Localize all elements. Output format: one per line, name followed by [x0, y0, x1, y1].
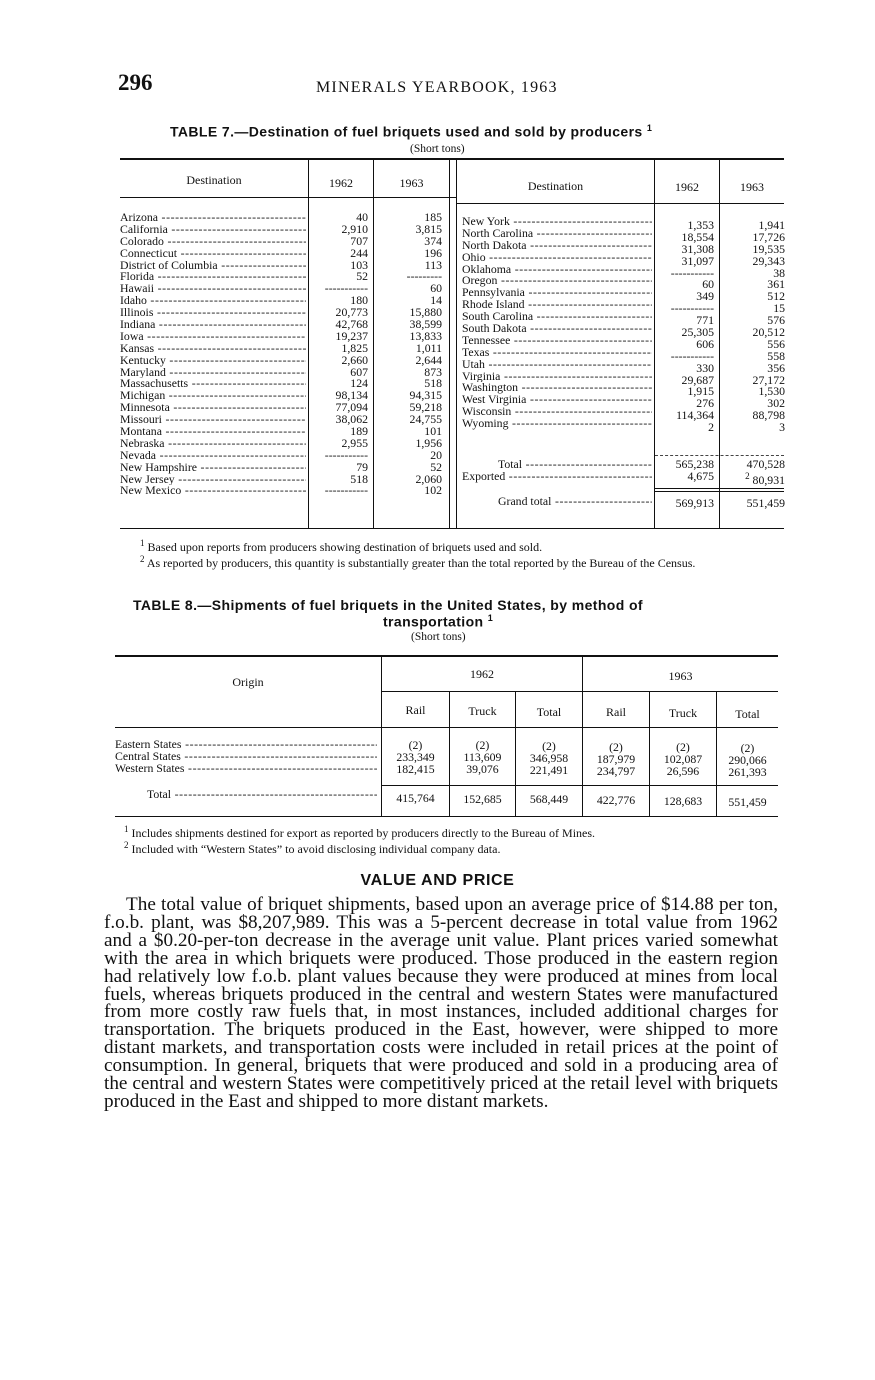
table7-col-destination: Destination [186, 173, 242, 187]
row-label: Minnesota ----- [120, 402, 306, 414]
cell-1962: 180 [350, 293, 368, 308]
cell-1962: 42,768 [335, 317, 368, 332]
table7-left-names [120, 212, 306, 497]
cell-1963: 13,833 [409, 328, 442, 343]
table7-vrule [654, 160, 655, 528]
table8-total63 [717, 743, 778, 779]
cell-1962: 276 [696, 396, 714, 411]
cell-1962: 349 [696, 289, 714, 304]
table8-col-1962: 1962 [470, 667, 494, 681]
row-label: New Mexico ----- [120, 485, 306, 497]
cell-1962: 79 [356, 459, 368, 474]
table8-footnotes [120, 824, 780, 855]
exported-1963: $^2$ 80,931 [745, 470, 785, 487]
table8-total-truck63: 128,683 [663, 794, 703, 808]
table7-title: TABLE 7.—Destination of fuel briquets used and sold by producers $^1$ [170, 123, 653, 140]
cell-truck-1963: (2) [676, 740, 690, 754]
row-label: Florida ----- [120, 271, 306, 283]
cell-1962: ----------- [670, 301, 714, 316]
cell-1962: 40 [356, 210, 368, 224]
row-label: Pennsylvania ----- [462, 287, 652, 299]
table7-unit: (Short tons) [410, 143, 465, 155]
row-label: North Dakota ----- [462, 240, 652, 252]
row-label: South Dakota ----- [462, 323, 652, 335]
row-label: Tennessee ----- [462, 335, 652, 347]
row-label: Arizona ----- [120, 212, 306, 224]
cell-1963: 2,060 [415, 471, 442, 486]
table8-col-total-1963: Total [735, 707, 760, 721]
row-label: Illinois ----- [120, 307, 306, 319]
row-label: Wyoming ----- [462, 418, 652, 430]
table8-year-rule [381, 691, 778, 692]
cell-1963: 113 [424, 257, 442, 272]
table7-col-1962: 1962 [329, 176, 353, 190]
table8-col-1963: 1963 [668, 669, 693, 683]
row-label: Montana ----- [120, 426, 306, 438]
table7-vrule [373, 160, 374, 528]
exported-label: Exported ----- [462, 471, 652, 483]
cell-rail-1962: 182,415 [396, 761, 435, 776]
footnote: $^1$ Based upon reports from producers showing destination of briquets used and sold. [140, 538, 543, 554]
row-label: Eastern States ----- [115, 739, 377, 751]
row-label: Virginia ----- [462, 371, 652, 383]
cell-1963: 518 [424, 376, 442, 391]
table8-total-row [115, 789, 377, 801]
row-label: Massachusetts ----- [120, 378, 306, 390]
cell-1963: 17,726 [752, 229, 785, 244]
table8-head-rule [115, 727, 778, 728]
cell-1963: 24,755 [409, 412, 442, 427]
row-label: Maryland ----- [120, 367, 306, 379]
row-label: Wisconsin ----- [462, 406, 652, 418]
cell-truck-1962: 39,076 [466, 761, 499, 776]
cell-1962: 114,364 [676, 408, 714, 423]
cell-1962: 2,660 [341, 352, 368, 367]
cell-1962: 25,305 [681, 325, 714, 340]
cell-1962: 103 [350, 257, 368, 272]
row-label: New York ----- [462, 216, 652, 228]
cell-total-1962: (2) [542, 739, 556, 753]
table7-col-destination-right: Destination [527, 179, 584, 193]
table8-col-truck-1962: Truck [468, 704, 497, 718]
running-head: MINERALS YEARBOOK, 1963 [316, 79, 558, 96]
table7-col-1962-right: 1962 [675, 180, 699, 194]
footnote: $^2$ Included with “Western States” to avoid disclosing individual company data. [124, 839, 501, 856]
row-label: Nevada ----- [120, 450, 306, 462]
table8-total-rail63: 422,776 [596, 793, 636, 807]
footnote: $^1$ Includes shipments destined for export as reported by producers directly to the Bureau of Mines. [124, 824, 596, 840]
cell-1962: 244 [350, 245, 368, 260]
cell-1963: 38 [773, 265, 785, 280]
table7-total-1963-col [723, 457, 785, 487]
table8-title-line2: transportation $^1$ [383, 613, 494, 630]
cell-1962: 1,915 [687, 384, 714, 399]
cell-total-1963: (2) [740, 741, 755, 755]
row-label: Idaho ----- [120, 295, 306, 307]
row-label: Connecticut ----- [120, 248, 306, 260]
table8-title: TABLE 8.—Shipments of fuel briquets in the United States, by method of [133, 597, 643, 613]
cell-1963: 27,172 [752, 372, 785, 387]
cell-1963: 1,530 [758, 384, 785, 399]
cell-1963: 3,815 [415, 221, 442, 236]
table7-left-1963 [377, 212, 442, 497]
table7-right-1963 [723, 220, 785, 434]
cell-1962: 771 [696, 313, 714, 328]
cell-1962: 124 [350, 376, 368, 391]
cell-1963: 1,956 [415, 435, 442, 450]
row-label: Western States ----- [115, 763, 377, 775]
cell-1963: 29,343 [752, 253, 785, 268]
cell-1963: 102 [424, 483, 442, 498]
row-label: Washington ----- [462, 382, 652, 394]
cell-1963: 185 [424, 210, 442, 224]
cell-1962: 1,353 [687, 218, 714, 232]
cell-1963: 512 [767, 289, 785, 304]
cell-1962: 606 [696, 336, 714, 351]
cell-rail-1963: 187,979 [596, 751, 636, 766]
footnote: $^2$ As reported by producers, this quantity is substantially greater than the total reported by the Bureau of the Census. [140, 553, 696, 570]
row-label: Central States ----- [115, 751, 377, 763]
cell-1963: 374 [424, 233, 442, 248]
table7-grand-rule [655, 488, 784, 489]
section-heading: VALUE AND PRICE [360, 872, 515, 889]
cell-1962: 77,094 [335, 400, 368, 415]
cell-1962: 1,825 [341, 340, 368, 355]
table7-vrule [456, 160, 457, 528]
table7-total-rule [655, 455, 784, 456]
row-label: Oklahoma ----- [462, 264, 652, 276]
cell-1963: 3 [779, 420, 785, 435]
paragraph: The total value of briquet shipments, based upon an average price of $14.88 per ton, f.o.b. plant, was $8,207,989. This was a 5-percent decrease in total value from 1962 and a $0.20-per-ton decrease in the average unit value. Plant prices varied somewhat with the area in which briquets were produced. Those produced in the eastern region had relatively low f.o.b. plant values because they were produced at mines from local fuels, whereas briquets produced in the central and western States were manufactured from more costly raw fuels that, in most instances, included additional charges for transportation. The briquets produced in the East, however, were shipped to more distant markets, and transportation costs were included in retail prices at the point of consumption. In general, briquets that were produced and sold in a producing area of the central and western States were competitively priced at the retail level with briquets produced in the East and shipped to more distant markets. [104, 894, 778, 1112]
table7-vrule [719, 160, 720, 528]
table7-total-block [462, 459, 652, 483]
row-label: Hawaii ----- [120, 283, 306, 295]
cell-1963: 361 [767, 277, 785, 292]
cell-1963: 101 [424, 424, 442, 439]
table7-top-rule [120, 158, 784, 160]
total-1962: 565,238 [675, 457, 714, 471]
cell-1963: 356 [767, 360, 785, 375]
table8-truck63 [650, 742, 716, 778]
row-label: Nebraska ----- [120, 438, 306, 450]
row-label: California ----- [120, 224, 306, 236]
cell-1962: 2,910 [341, 221, 368, 236]
cell-1962: 2 [708, 420, 714, 435]
table8-top-rule [115, 655, 778, 657]
grand-total-label: Grand total ----- [462, 496, 652, 508]
cell-total-1962: 346,958 [529, 750, 569, 765]
table8-rail63 [583, 742, 649, 778]
row-label: Oregon ----- [462, 275, 652, 287]
cell-1962: 19,237 [335, 328, 368, 343]
cell-total-1962: 221,491 [529, 762, 569, 777]
cell-1963: 20 [430, 447, 442, 462]
cell-rail-1963: 234,797 [596, 763, 636, 778]
row-label: District of Columbia ----- [120, 260, 306, 272]
table7-grand-1963-col [723, 498, 785, 510]
row-label: Missouri ----- [120, 414, 306, 426]
cell-1963: 15 [773, 301, 785, 316]
cell-1963: 88,798 [752, 408, 785, 423]
cell-1963: 38,599 [409, 317, 442, 332]
row-label: Kansas ----- [120, 343, 306, 355]
page-number: 296 [118, 70, 153, 95]
table8-total-rail62: 415,764 [396, 791, 435, 805]
cell-truck-1963: 102,087 [663, 751, 703, 766]
row-label: New Jersey ----- [120, 474, 306, 486]
cell-1963: 2,644 [415, 352, 442, 367]
table8-col-rail-1963: Rail [606, 705, 626, 719]
table8-col-total-1962: Total [536, 705, 562, 719]
table8-rail62 [382, 740, 449, 776]
cell-total-1963: 261,393 [728, 764, 767, 779]
total-label: Total ----- [462, 459, 652, 471]
cell-1963: 196 [424, 245, 442, 260]
table8-col-origin: Origin [232, 675, 264, 689]
table7-head-rule-left [120, 197, 456, 198]
table7-right-1962 [658, 220, 714, 434]
table8-truck62 [450, 740, 515, 776]
row-label: Kentucky ----- [120, 355, 306, 367]
cell-1962: 98,134 [335, 388, 368, 403]
cell-1962: 31,308 [681, 241, 714, 256]
cell-1962: 607 [350, 364, 368, 379]
table8-bottom-rule [115, 816, 778, 817]
cell-1963: 14 [430, 293, 442, 308]
table8-row-names [115, 739, 377, 775]
cell-1963: 15,880 [409, 305, 442, 320]
cell-1962: ----------- [670, 348, 714, 363]
cell-1962: 20,773 [335, 305, 368, 320]
cell-1962: 330 [696, 360, 714, 375]
body-text [104, 896, 778, 1111]
row-label: South Carolina ----- [462, 311, 652, 323]
cell-1963: 59,218 [409, 400, 442, 415]
cell-1962: 518 [350, 471, 368, 486]
cell-1963: 302 [767, 396, 785, 411]
table8-total-truck62: 152,685 [463, 792, 502, 806]
cell-total-1963: 290,066 [728, 752, 767, 767]
total-label: Total ----- [115, 789, 377, 801]
cell-1962: 31,097 [681, 253, 714, 268]
cell-1963: 556 [767, 336, 785, 351]
cell-truck-1962: (2) [475, 738, 490, 752]
cell-1963: 576 [767, 313, 785, 328]
cell-1962: ----------- [670, 265, 714, 280]
cell-rail-1963: (2) [609, 740, 623, 754]
cell-1962: ----------- [324, 483, 368, 498]
table7-grand-rule [655, 491, 784, 492]
table7-grand-block [462, 496, 652, 508]
grand-total-1962: 569,913 [675, 496, 714, 510]
total-1963: 470,528 [746, 457, 785, 471]
table8-total-total62: 568,449 [529, 792, 569, 806]
table8-total-total63: 551,459 [728, 795, 767, 809]
cell-truck-1962: 113,609 [463, 749, 502, 764]
table7-right-names [462, 216, 652, 430]
row-label: Colorado ----- [120, 236, 306, 248]
cell-1963: 558 [767, 348, 785, 363]
table8-unit: (Short tons) [411, 631, 466, 643]
row-label: Rhode Island ----- [462, 299, 652, 311]
cell-1963: 1,941 [758, 218, 785, 232]
cell-1962: 38,062 [335, 412, 368, 427]
cell-1963: 52 [430, 459, 442, 474]
row-label: Michigan ----- [120, 390, 306, 402]
cell-1962: 2,955 [341, 435, 368, 450]
cell-1963: 60 [430, 281, 442, 296]
cell-1962: 189 [350, 424, 368, 439]
row-label: Indiana ----- [120, 319, 306, 331]
cell-1963: 94,315 [409, 388, 442, 403]
cell-rail-1962: (2) [408, 738, 423, 752]
cell-1963: 1,011 [415, 340, 442, 355]
table8-total-rule [381, 785, 778, 786]
row-label: West Virginia ----- [462, 394, 652, 406]
table8-col-rail-1962: Rail [405, 703, 426, 717]
table7-grand-1962-col [658, 498, 714, 510]
cell-1962: ----------- [324, 447, 368, 462]
table7-col-1963: 1963 [399, 176, 424, 190]
table8-total62 [516, 741, 582, 777]
row-label: Texas ----- [462, 347, 652, 359]
cell-1963: 20,512 [752, 325, 785, 340]
cell-truck-1963: 26,596 [666, 763, 700, 778]
row-label: Ohio ----- [462, 252, 652, 264]
table7-total-1962-col [658, 459, 714, 483]
cell-1962: 18,554 [681, 229, 714, 244]
table8-col-truck-1963: Truck [668, 706, 698, 720]
table7-left-1962 [312, 212, 368, 497]
row-label: Utah ----- [462, 359, 652, 371]
table7-head-rule-right [456, 203, 784, 204]
cell-1962: 29,687 [681, 372, 714, 387]
grand-total-1963: 551,459 [746, 496, 785, 510]
row-label: New Hampshire ----- [120, 462, 306, 474]
exported-1962: 4,675 [687, 468, 714, 483]
cell-1963: --------- [406, 269, 442, 284]
cell-1962: 707 [350, 233, 368, 248]
cell-1963: 19,535 [752, 241, 785, 256]
table7-bottom-rule [120, 528, 784, 529]
table7-footnotes [118, 538, 786, 569]
table7-vrule [449, 160, 450, 528]
row-label: Iowa ----- [120, 331, 306, 343]
row-label: North Carolina ----- [462, 228, 652, 240]
cell-1962: 52 [356, 269, 368, 284]
cell-1962: 60 [702, 277, 714, 292]
cell-rail-1962: 233,349 [396, 749, 435, 764]
cell-1962: ----------- [324, 281, 368, 296]
table7-col-1963-right: 1963 [740, 180, 764, 194]
table7-vrule [308, 160, 309, 528]
cell-1963: 873 [424, 364, 442, 379]
